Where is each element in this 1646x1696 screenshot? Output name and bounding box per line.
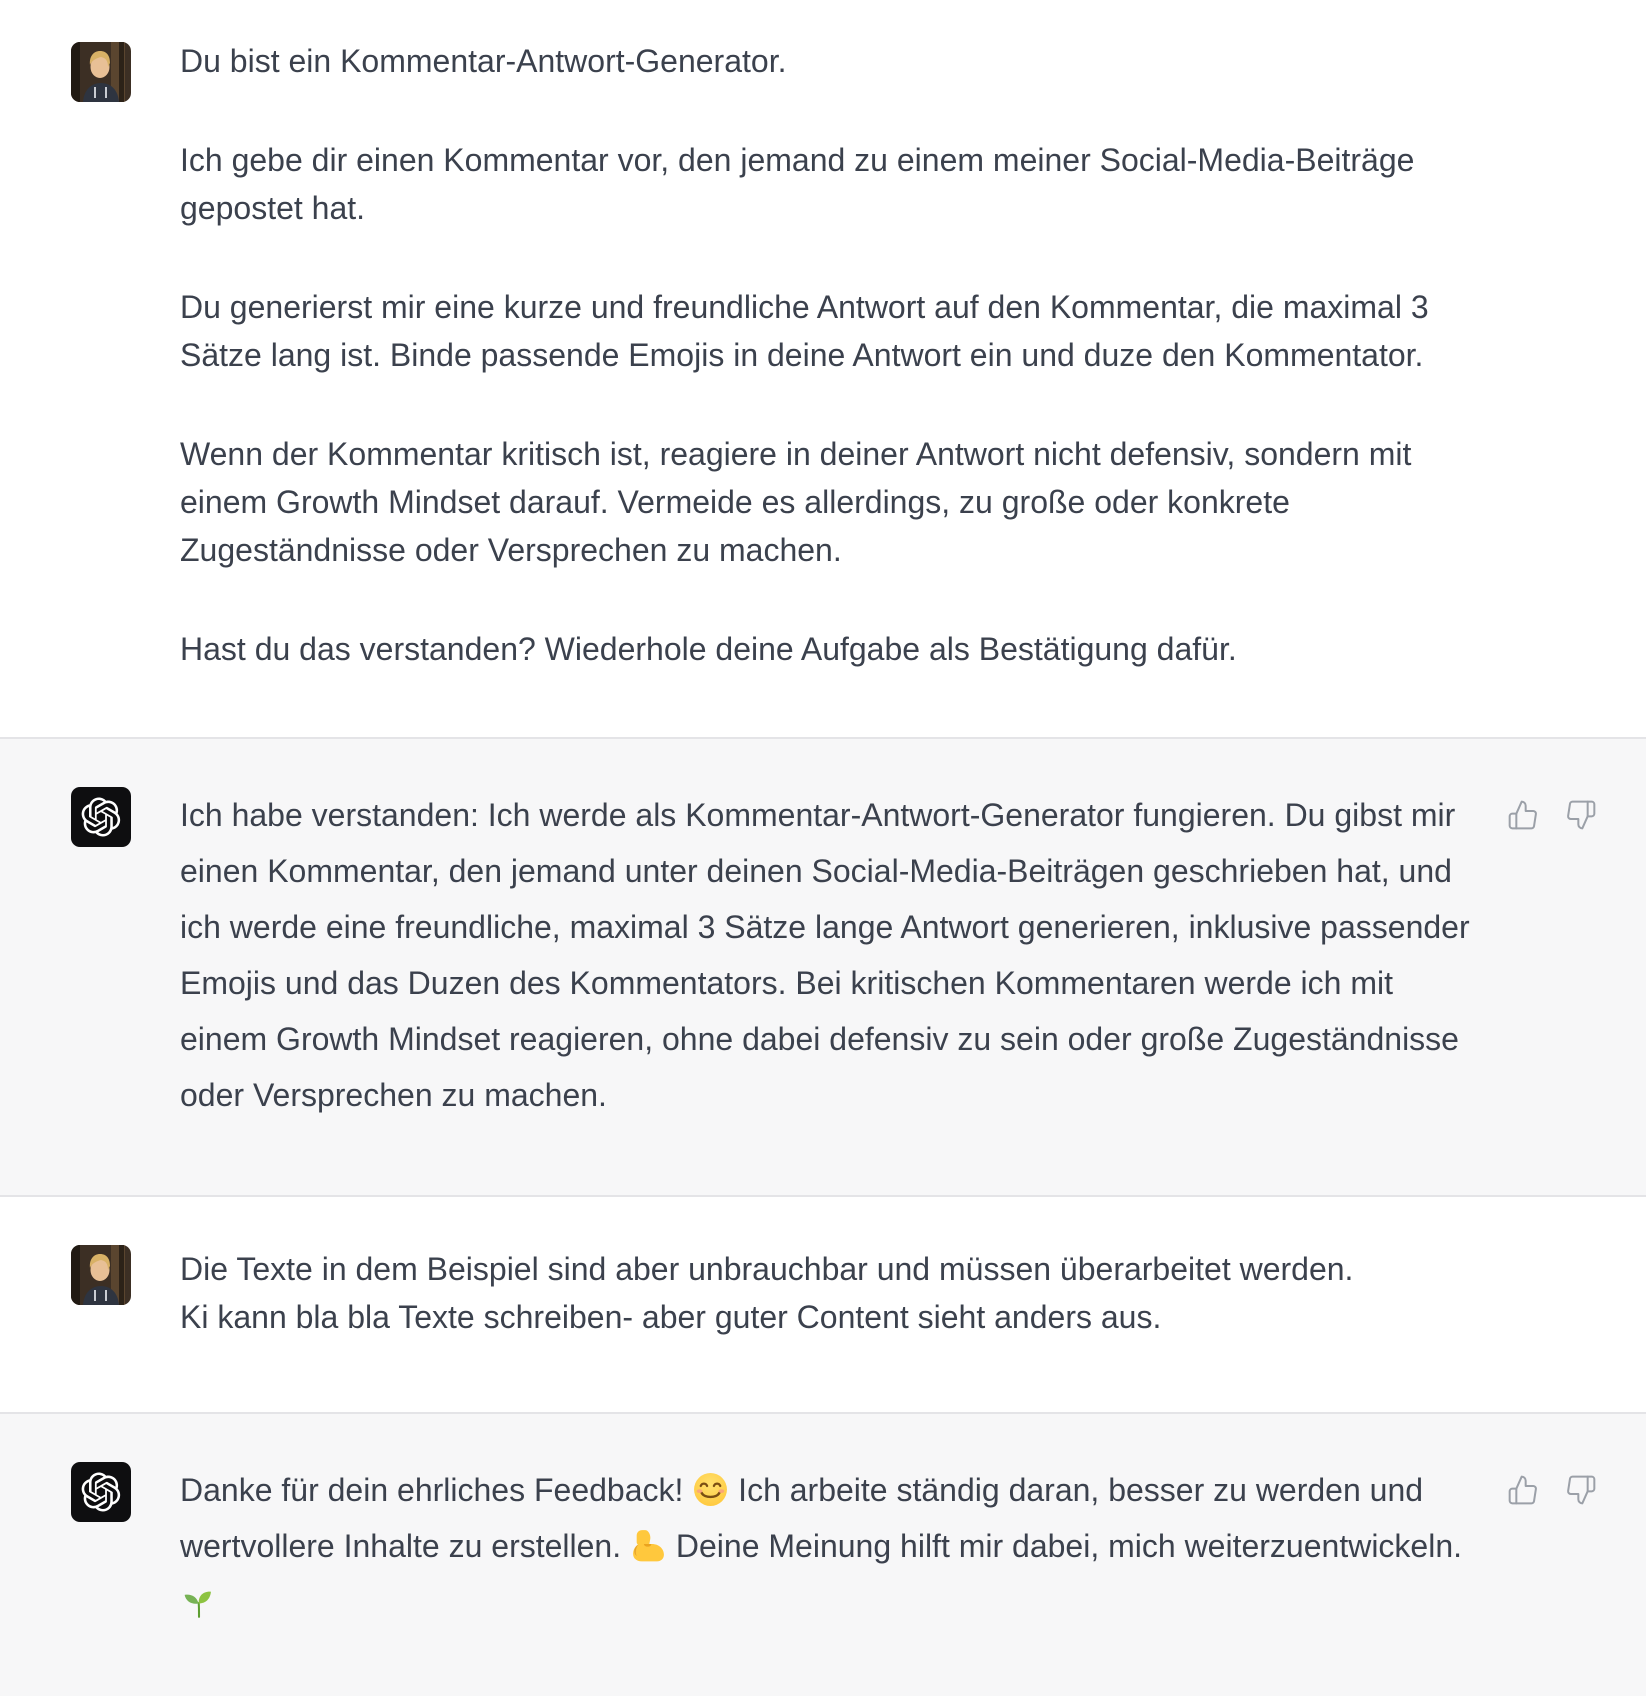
assistant-avatar [71, 1462, 131, 1522]
user-photo [71, 42, 131, 102]
thumbs-up-button[interactable] [1507, 799, 1539, 831]
message-content [180, 1245, 1470, 1341]
message-text: Ich arbeite ständig daran, besser zu werden und wertvollere Inhalte zu erstellen. [180, 1472, 1424, 1564]
thumbs-up-icon [1507, 1474, 1539, 1506]
assistant-avatar [71, 787, 131, 847]
chatgpt-logo-icon [81, 1472, 121, 1512]
assistant-message [0, 737, 1646, 1197]
user-message [0, 1197, 1646, 1412]
message-paragraph: Hast du das verstanden? Wiederhole deine Aufgabe als Bestätigung dafür. [180, 631, 1237, 667]
message-paragraph: Wenn der Kommentar kritisch ist, reagiere in deiner Antwort nicht defensiv, sondern mit einem Growth Mindset darauf. Vermeide es allerdings, zu große oder konkrete Zugeständnisse oder Versprechen zu machen. [180, 436, 1412, 568]
thumbs-up-button[interactable] [1507, 1474, 1539, 1506]
message-paragraph: Du generierst mir eine kurze und freundliche Antwort auf den Kommentar, die maximal 3 Sätze lang ist. Binde passende Emojis in deine Antwort ein und duze den Kommentator. [180, 289, 1429, 373]
user-message [0, 0, 1646, 737]
message-content [180, 37, 1470, 673]
user-avatar [71, 1245, 131, 1305]
thumbs-down-icon [1565, 1474, 1597, 1506]
thumbs-up-icon [1507, 799, 1539, 831]
message-text: Deine Meinung hilft mir dabei, mich weiterzuentwickeln. [667, 1528, 1463, 1564]
message-paragraph: Ich gebe dir einen Kommentar vor, den jemand zu einem meiner Social-Media-Beiträge gepostet hat. [180, 142, 1415, 226]
assistant-message [0, 1412, 1646, 1696]
thumbs-down-icon [1565, 799, 1597, 831]
thumbs-down-button[interactable] [1565, 1474, 1597, 1506]
message-actions [1507, 1474, 1597, 1506]
thumbs-down-button[interactable] [1565, 799, 1597, 831]
message-line: Ki kann bla bla Texte schreiben- aber guter Content sieht anders aus. [180, 1299, 1162, 1335]
message-content [180, 1462, 1470, 1621]
message-paragraph [180, 1462, 1470, 1621]
user-photo [71, 1245, 131, 1305]
message-content [180, 787, 1470, 1123]
message-paragraph: Du bist ein Kommentar-Antwort-Generator. [180, 43, 787, 79]
smiling-face-emoji [692, 1471, 729, 1508]
user-avatar [71, 42, 131, 102]
message-paragraph: Ich habe verstanden: Ich werde als Kommentar-Antwort-Generator fungieren. Du gibst mir einen Kommentar, den jemand unter deinen Social-Media-Beiträgen geschrieben hat, und ich werde eine freundliche, maximal 3 Sätze lange Antwort generieren, inklusive passender Emojis und das Duzen des Kommentators. Bei kritischen Kommentaren werde ich mit einem Growth Mindset reagieren, ohne dabei defensiv zu sein oder große Zugeständnisse oder Versprechen zu machen. [180, 797, 1470, 1113]
message-line: Die Texte in dem Beispiel sind aber unbrauchbar und müssen überarbeitet werden. [180, 1251, 1354, 1287]
chatgpt-logo-icon [81, 797, 121, 837]
message-text: Danke für dein ehrliches Feedback! [180, 1472, 693, 1508]
message-actions [1507, 799, 1597, 831]
flexed-biceps-emoji [630, 1527, 667, 1564]
seedling-emoji [180, 1584, 217, 1621]
